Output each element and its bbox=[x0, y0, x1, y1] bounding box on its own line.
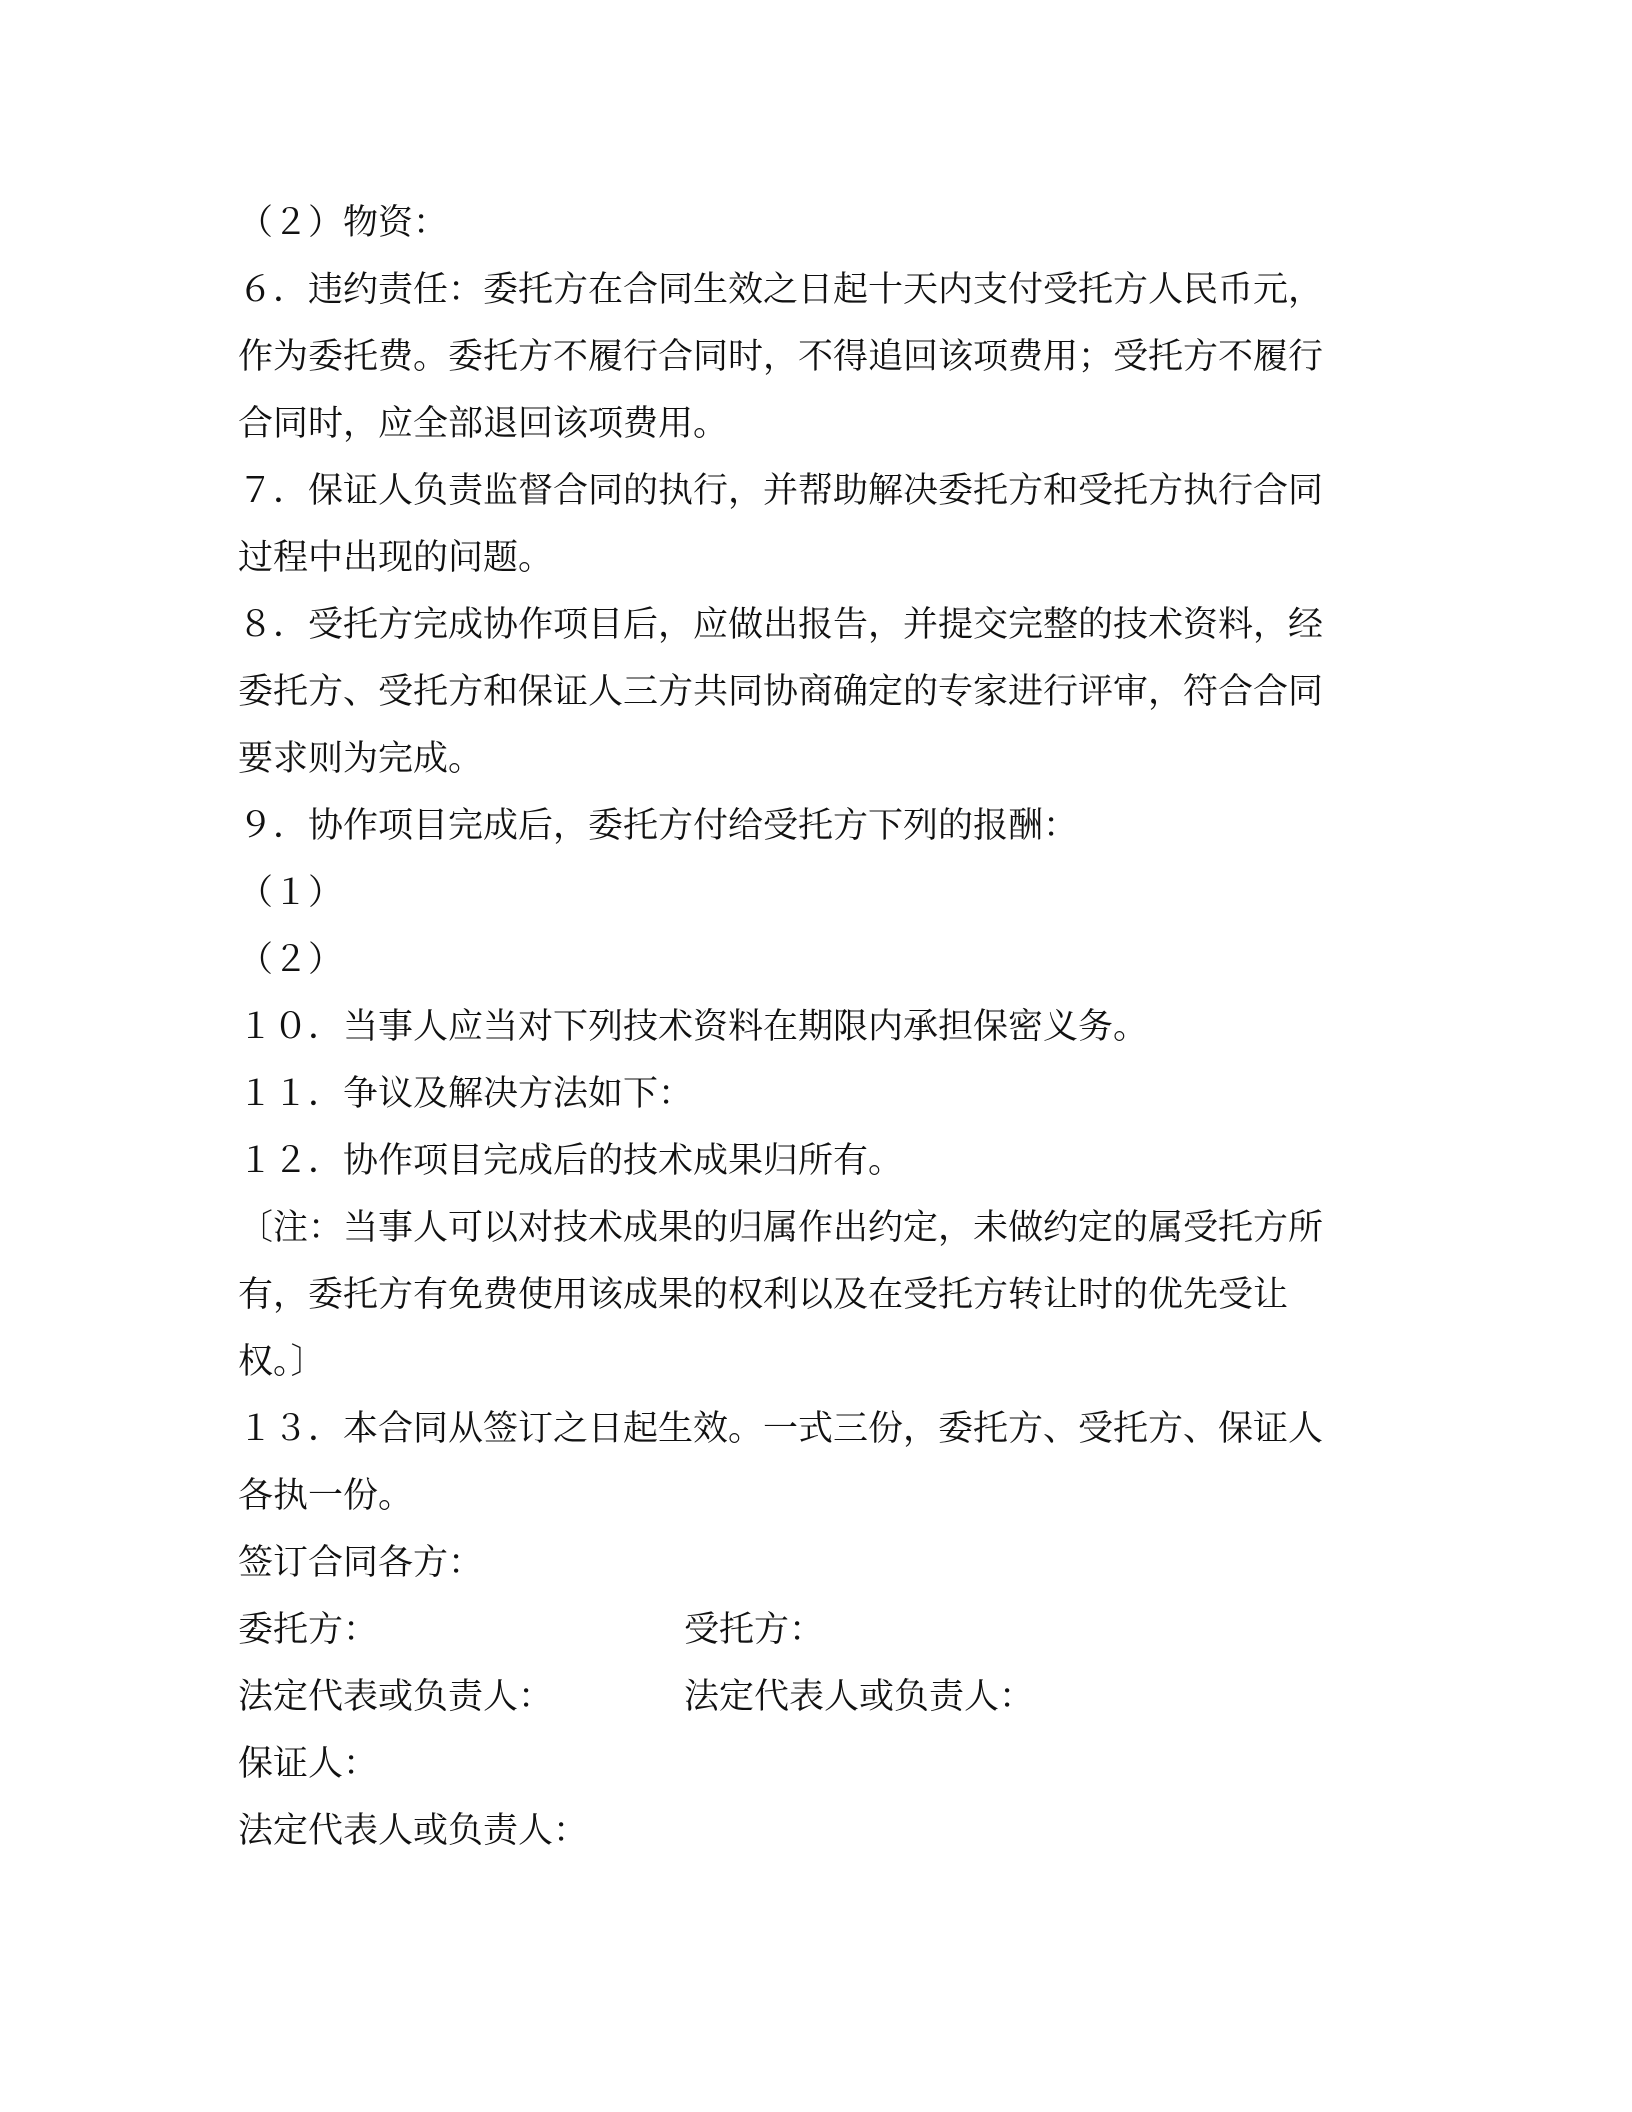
item-9-sub-1: （１） bbox=[238, 873, 344, 913]
item-6-breach-line-3: 合同时，应全部退回该项费用。 bbox=[238, 404, 729, 444]
agent-representative-label: 法定代表人或负责人： bbox=[684, 1677, 1035, 1717]
item-8-completion-line-1: ８．受托方完成协作项目后，应做出报告，并提交完整的技术资料，经 bbox=[238, 605, 1324, 645]
principal-representative-label: 法定代表或负责人： bbox=[238, 1677, 554, 1717]
item-9-sub-2: （２） bbox=[238, 940, 344, 980]
note-line-3: 权。〕 bbox=[238, 1342, 326, 1382]
guarantor-label: 保证人： bbox=[238, 1744, 379, 1784]
item-13-effective-line-2: 各执一份。 bbox=[238, 1476, 414, 1516]
item-7-guarantor-line-2: 过程中出现的问题。 bbox=[238, 538, 554, 578]
item-5-2-materials: （２）物资： bbox=[238, 203, 449, 243]
item-8-completion-line-2: 委托方、受托方和保证人三方共同协商确定的专家进行评审，符合合同 bbox=[238, 672, 1324, 712]
note-line-2: 有，委托方有免费使用该成果的权利以及在受托方转让时的优先受让 bbox=[238, 1275, 1289, 1315]
agent-label: 受托方： bbox=[684, 1610, 825, 1650]
signature-row-guarantor bbox=[238, 1731, 1398, 1798]
item-12-ownership: １２．协作项目完成后的技术成果归所有。 bbox=[238, 1141, 904, 1181]
signing-parties-heading: 签订合同各方： bbox=[238, 1543, 484, 1583]
item-6-breach-line-2: 作为委托费。委托方不履行合同时，不得追回该项费用；受托方不履行 bbox=[238, 337, 1324, 377]
contract-body bbox=[238, 190, 1398, 1865]
item-9-remuneration: ９．协作项目完成后，委托方付给受托方下列的报酬： bbox=[238, 806, 1079, 846]
signature-row-parties bbox=[238, 1597, 1398, 1664]
item-10-confidentiality: １０．当事人应当对下列技术资料在期限内承担保密义务。 bbox=[238, 1007, 1149, 1047]
principal-label: 委托方： bbox=[238, 1610, 379, 1650]
signature-row-guarantor-representative bbox=[238, 1798, 1398, 1865]
guarantor-representative-label: 法定代表人或负责人： bbox=[238, 1811, 589, 1851]
item-6-breach-line-1: ６．违约责任：委托方在合同生效之日起十天内支付受托方人民币元， bbox=[238, 270, 1324, 310]
item-11-disputes: １１．争议及解决方法如下： bbox=[238, 1074, 694, 1114]
item-8-completion-line-3: 要求则为完成。 bbox=[238, 739, 484, 779]
note-line-1: 〔注：当事人可以对技术成果的归属作出约定，未做约定的属受托方所 bbox=[238, 1208, 1324, 1248]
signature-row-representatives bbox=[238, 1664, 1398, 1731]
item-7-guarantor-line-1: ７．保证人负责监督合同的执行，并帮助解决委托方和受托方执行合同 bbox=[238, 471, 1324, 511]
item-13-effective-line-1: １３．本合同从签订之日起生效。一式三份，委托方、受托方、保证人 bbox=[238, 1409, 1324, 1449]
